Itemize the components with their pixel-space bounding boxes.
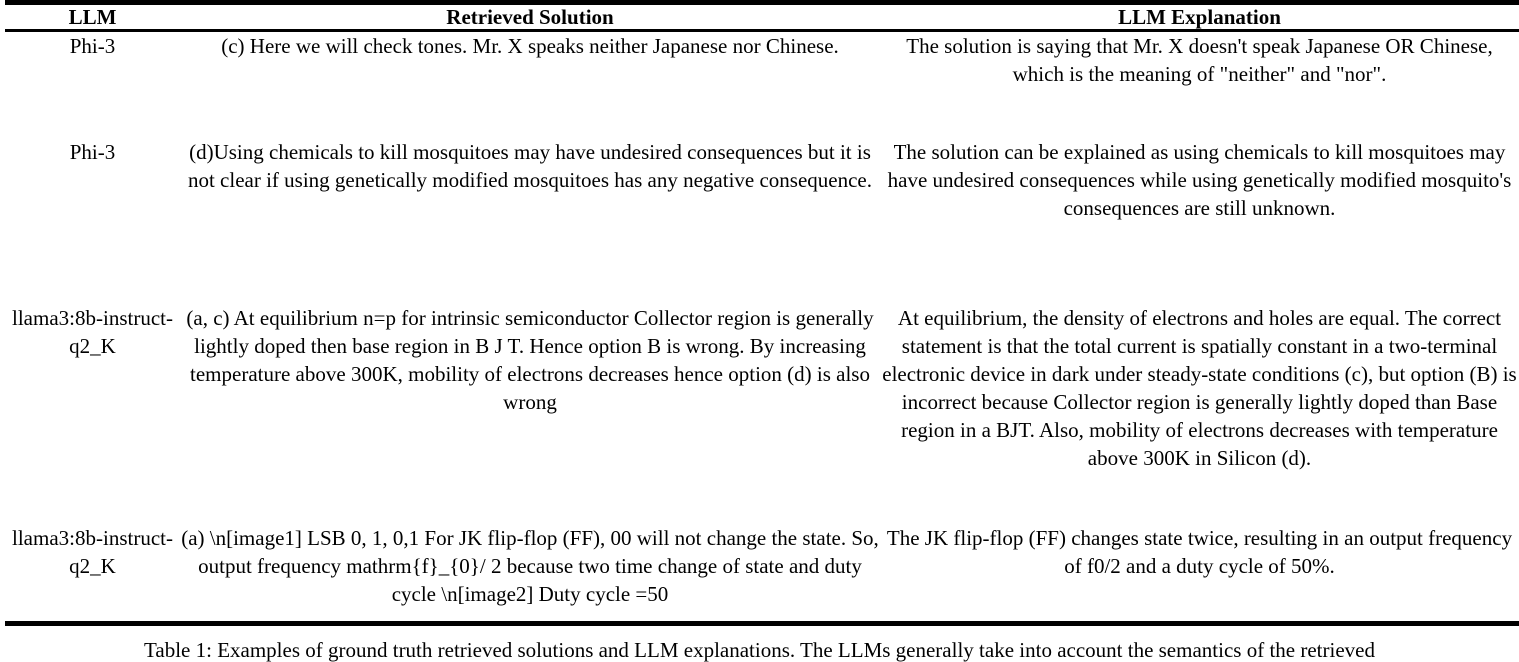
table-row (5, 31, 1519, 139)
cell-llm-explanation: The solution is saying that Mr. X doesn't speak Japanese OR Chinese, which is the meaning of "neither" and "nor". (906, 34, 1493, 86)
results-table-container (5, 0, 1519, 628)
cell-retrieved-solution: (a) \n[image1] LSB 0, 1, 0,1 For JK flip-flop (FF), 00 will not change the state. So, output frequency mathrm{f}_{0}/ 2 because two time change of state and duty cycle \n[image2] Duty cycle =50 (181, 526, 879, 606)
cell-retrieved-solution: (c) Here we will check tones. Mr. X speaks neither Japanese nor Chinese. (221, 34, 839, 58)
cell-llm-explanation: The solution can be explained as using chemicals to kill mosquitoes may have undesired consequences while using genetically modified mosquito's consequences are still unknown. (887, 140, 1512, 220)
examples-table (5, 0, 1519, 628)
header-llm: LLM (68, 5, 117, 29)
table-bottom-rule (5, 621, 1519, 626)
cell-llm: Phi-3 (69, 34, 116, 58)
cell-llm: llama3:8b-instruct-q2_K (12, 306, 173, 358)
cell-retrieved-solution: (d)Using chemicals to kill mosquitoes may have undesired consequences but it is not clear if using genetically modified mosquitoes has any negative consequence. (187, 140, 873, 192)
cell-llm: Phi-3 (69, 140, 116, 164)
cell-llm: llama3:8b-instruct-q2_K (12, 526, 173, 578)
cell-llm-explanation: The JK flip-flop (FF) changes state twice, resulting in an output frequency of f0/2 and a duty cycle of 50%. (886, 526, 1513, 578)
table-header-row (5, 3, 1519, 31)
table-caption: Table 1: Examples of ground truth retrieved solutions and LLM explanations. The LLMs generally take into account the semantics of the retrieved (144, 638, 1375, 662)
table-row (5, 138, 1519, 304)
cell-retrieved-solution: (a, c) At equilibrium n=p for intrinsic semiconductor Collector region is generally lightly doped then base region in B J T. Hence option B is wrong. By increasing temperature above 300K, mobility of electrons decreases hence option (d) is also wrong (186, 306, 874, 414)
cell-llm-explanation: At equilibrium, the density of electrons and holes are equal. The correct statement is that the total current is spatially constant in a two-terminal electronic device in dark under steady-state conditions (c), but option (B) is incorrect because Collector region is generally lightly doped than Base region in a BJT. Also, mobility of electrons decreases with temperature above 300K in Silicon (d). (882, 306, 1517, 470)
header-llm-explanation: LLM Explanation (1118, 5, 1281, 29)
header-retrieved-solution: Retrieved Solution (446, 5, 614, 29)
table-row (5, 304, 1519, 524)
table-row (5, 524, 1519, 628)
